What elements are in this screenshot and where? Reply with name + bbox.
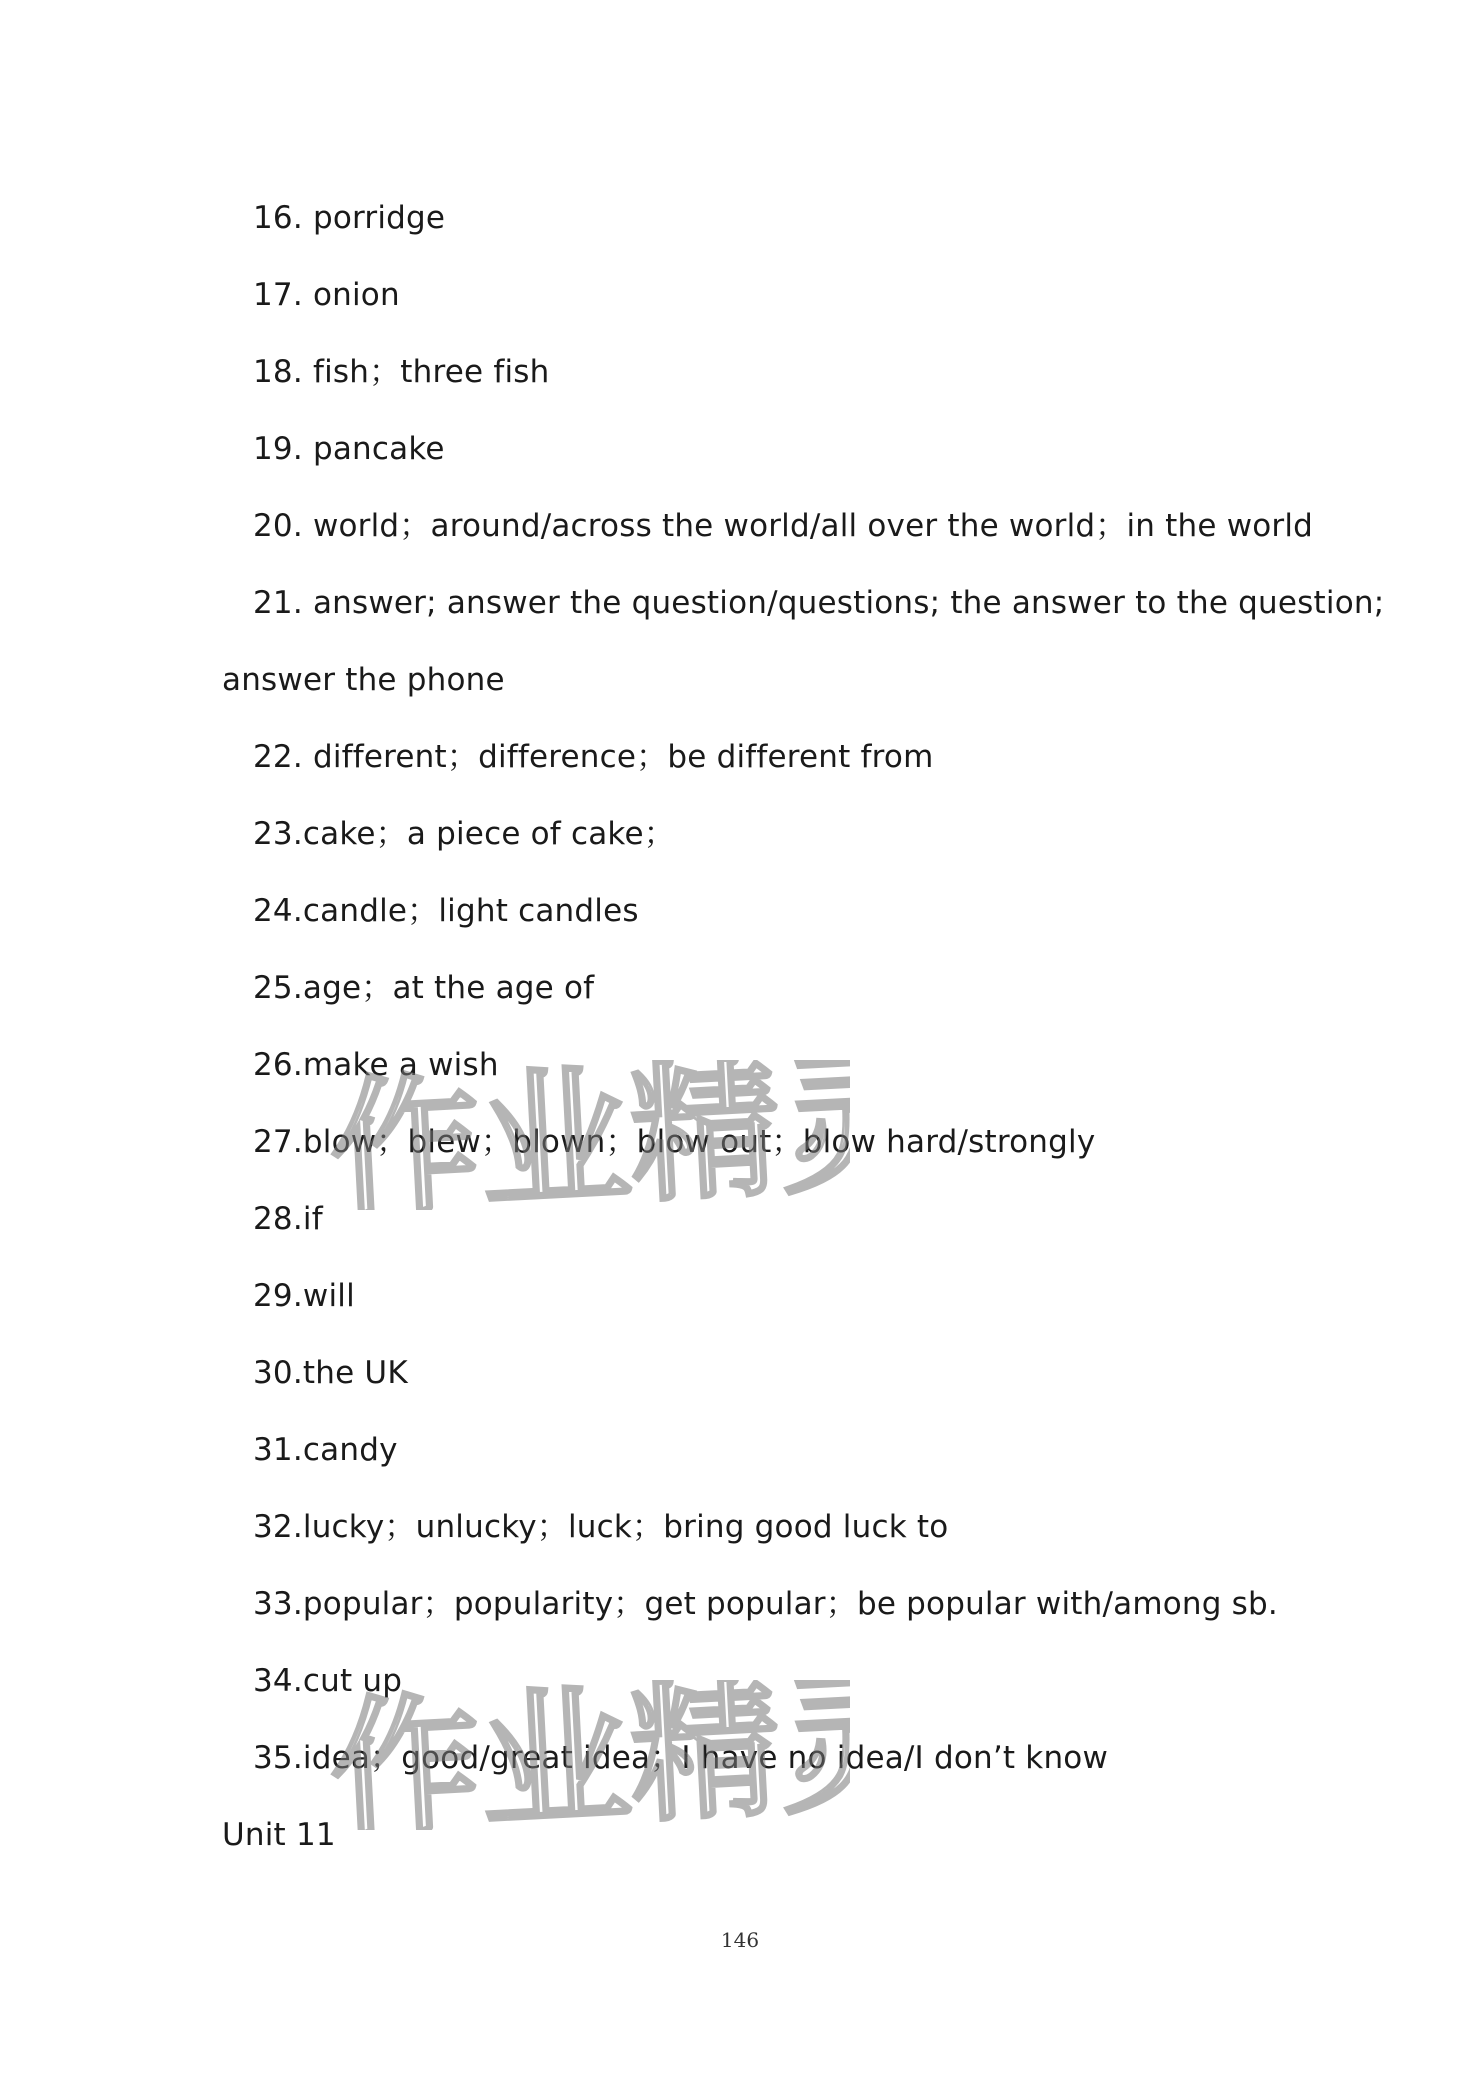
answer-line-34: 34.cut up: [253, 1663, 403, 1699]
watermark-text: 作业精灵: [330, 1680, 850, 1830]
answer-line-28: 28.if: [253, 1201, 323, 1237]
answer-line-31: 31.candy: [253, 1432, 398, 1468]
answer-line-21-continued: answer the phone: [222, 662, 505, 698]
answer-line-24: 24.candle；light candles: [253, 893, 639, 929]
answer-line-20: 20. world；around/across the world/all over the world；in the world: [253, 508, 1314, 544]
watermark-text: 作业精灵: [330, 1060, 850, 1210]
answer-line-25: 25.age；at the age of: [253, 970, 595, 1006]
answer-line-29: 29.will: [253, 1278, 355, 1314]
answer-line-23: 23.cake；a piece of cake；: [253, 816, 675, 852]
answer-line-19: 19. pancake: [253, 431, 445, 467]
unit-heading: Unit 11: [222, 1817, 336, 1853]
answer-line-17: 17. onion: [253, 277, 400, 313]
answer-line-27: 27.blow；blew；blown；blow out；blow hard/strongly: [253, 1124, 1096, 1160]
page-number: 146: [720, 1928, 760, 1952]
answer-line-33: 33.popular；popularity；get popular；be popular with/among sb.: [253, 1586, 1278, 1622]
answer-line-16: 16. porridge: [253, 200, 446, 236]
answer-line-22: 22. different；difference；be different from: [253, 739, 934, 775]
answer-line-26: 26.make a wish: [253, 1047, 499, 1083]
answer-line-18: 18. fish；three fish: [253, 354, 550, 390]
answer-line-21: 21. answer; answer the question/questions; the answer to the question;: [253, 585, 1385, 621]
answer-line-32: 32.lucky；unlucky；luck；bring good luck to: [253, 1509, 949, 1545]
answer-line-30: 30.the UK: [253, 1355, 408, 1391]
answer-line-35: 35.idea；good/great idea；I have no idea/I don’t know: [253, 1740, 1109, 1776]
